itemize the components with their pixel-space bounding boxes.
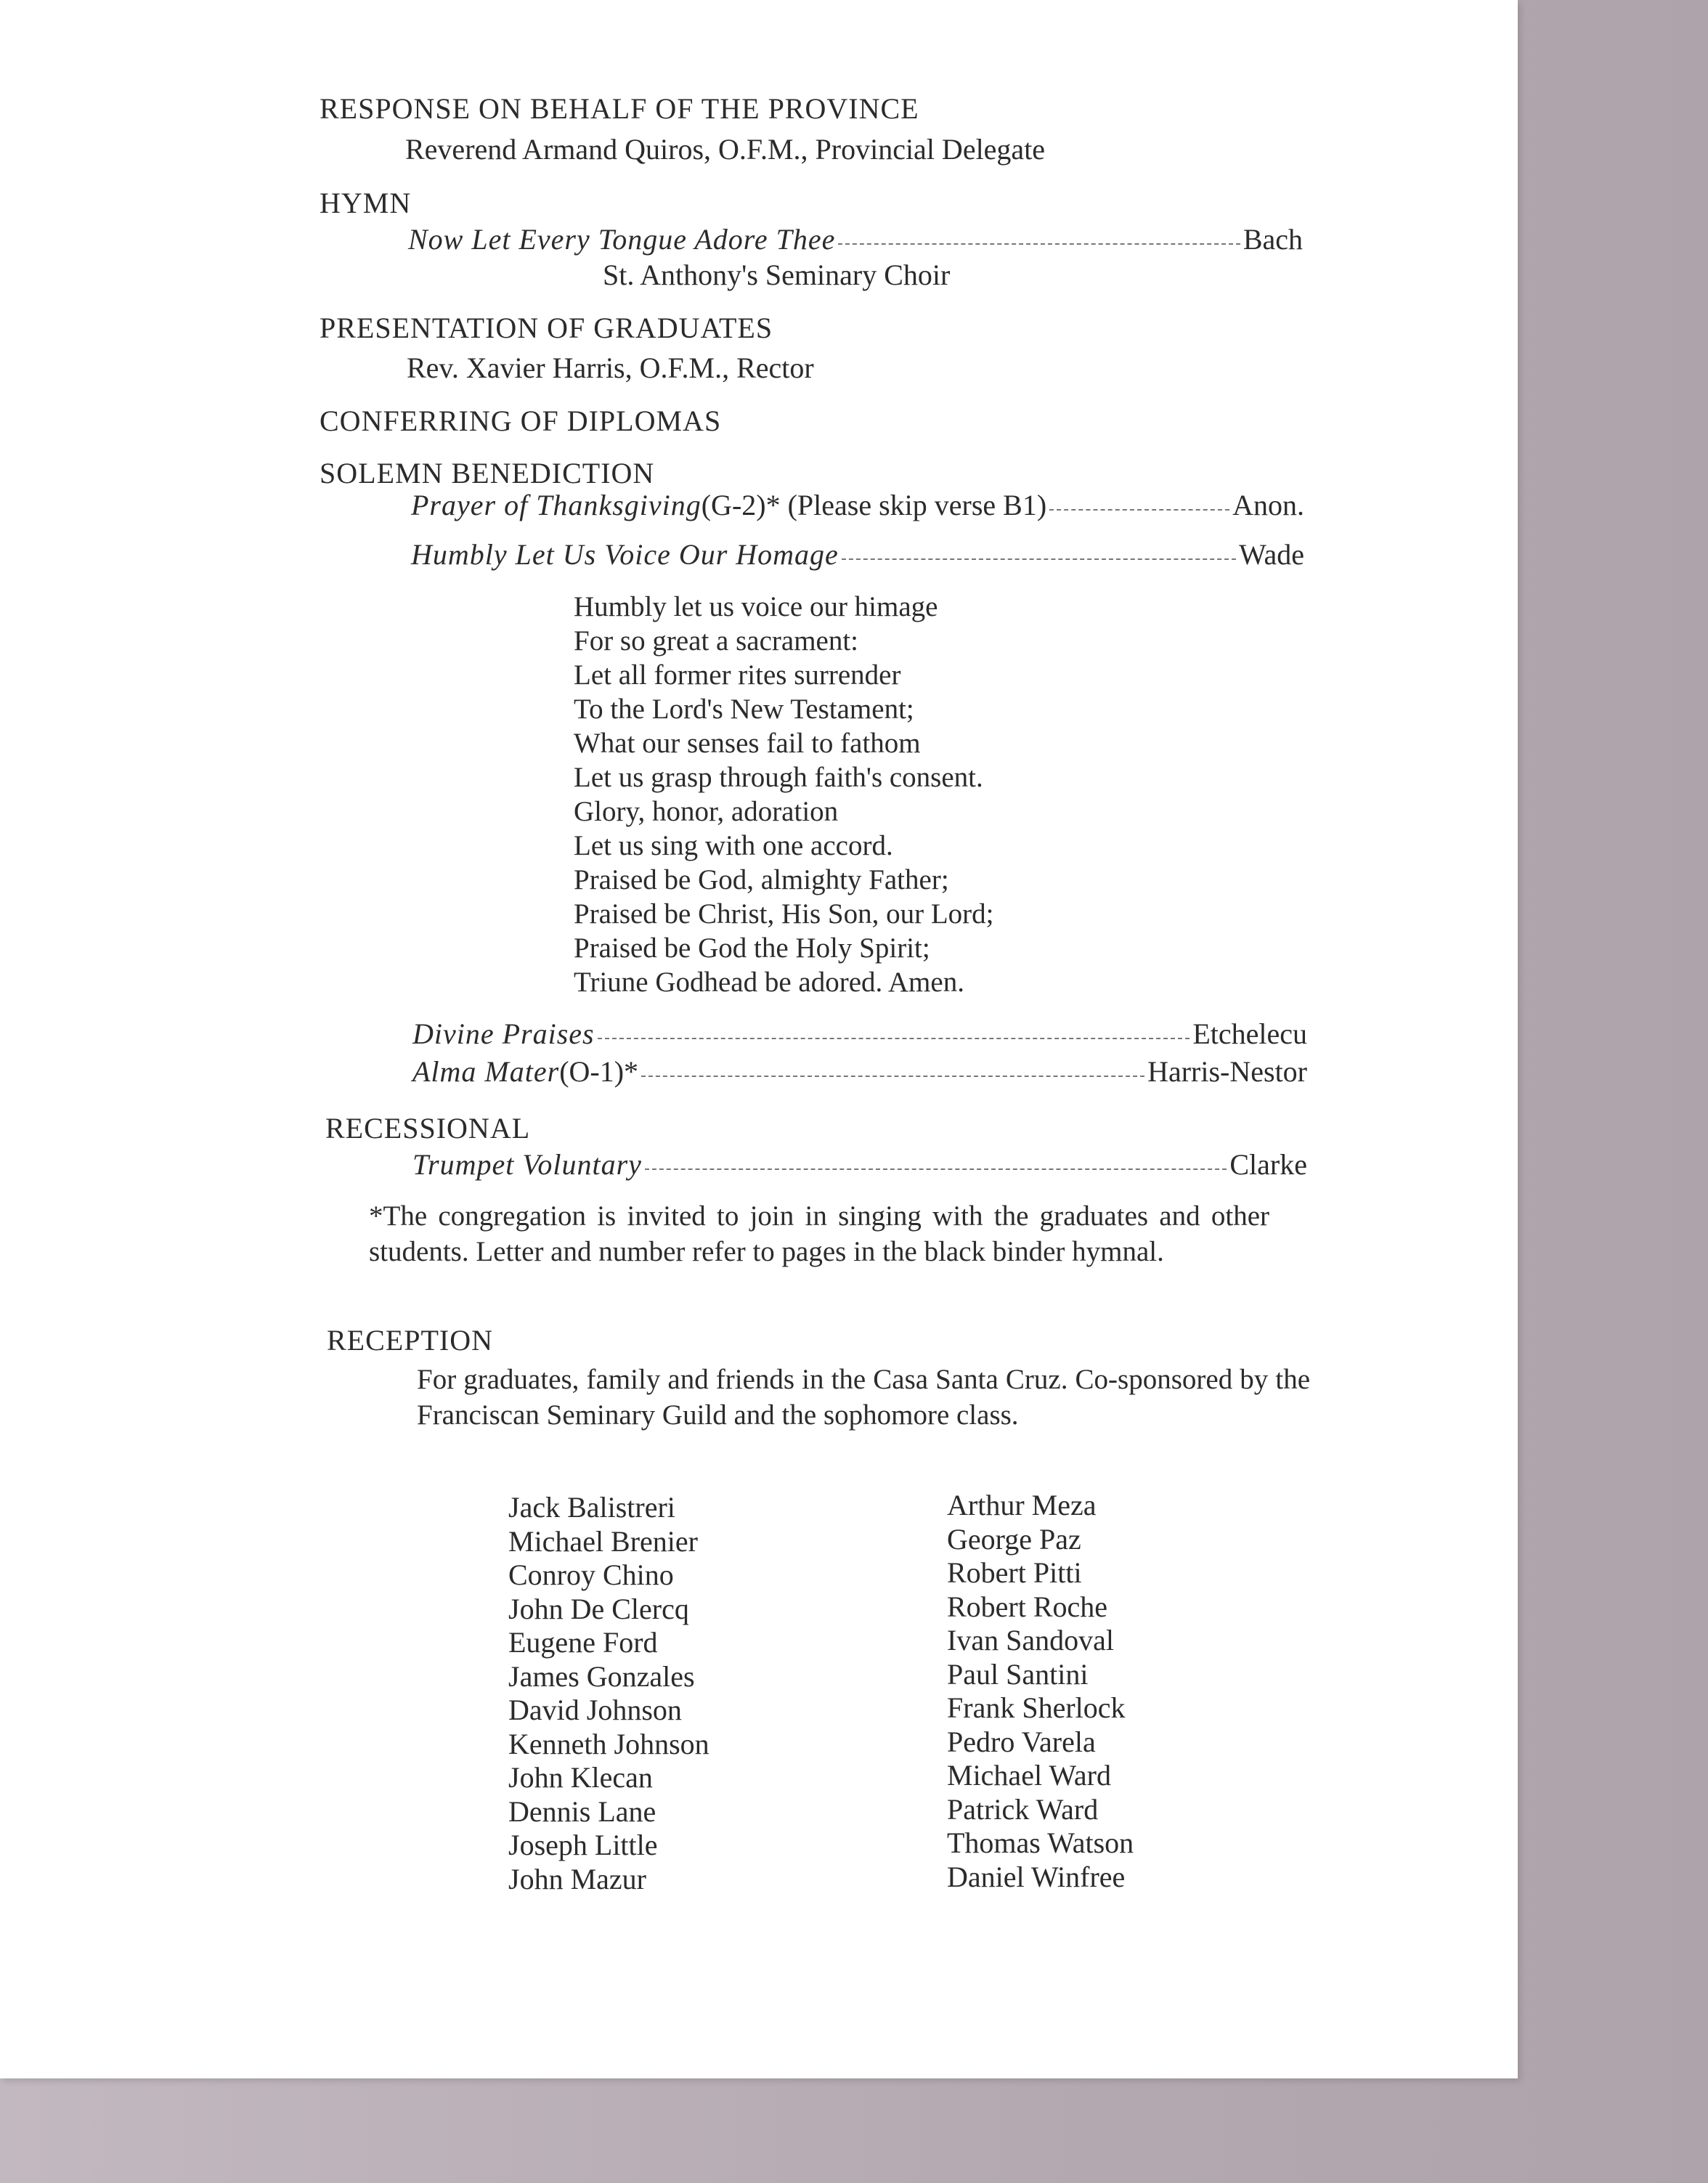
hymn-row xyxy=(408,222,1303,256)
reception-text: For graduates, family and friends in the Casa Santa Cruz. Co-sponsored by the Franciscan Seminary Guild and the sophomore class. xyxy=(417,1364,1310,1431)
congregation-footnote: *The congregation is invited to join in singing with the graduates and other students. Letter and number refer to pages in the black binder hymnal. xyxy=(369,1200,1269,1267)
presentation-line: Rev. Xavier Harris, O.F.M., Rector xyxy=(407,351,814,384)
reception-heading: RECEPTION xyxy=(327,1324,493,1357)
graduate-name: John Klecan xyxy=(508,1761,653,1794)
hymn-composer: Bach xyxy=(1243,223,1303,256)
graduate-name: Thomas Watson xyxy=(947,1826,1134,1859)
lyric-line: Glory, honor, adoration xyxy=(574,796,839,827)
hymn-performer: St. Anthony's Seminary Choir xyxy=(603,259,951,291)
graduate-name: Conroy Chino xyxy=(508,1558,674,1591)
graduate-name: Joseph Little xyxy=(508,1829,658,1861)
leader-dots xyxy=(645,1168,1227,1170)
divine-composer: Etchelecu xyxy=(1192,1017,1307,1050)
humbly-row xyxy=(411,537,1304,572)
graduate-name: Pedro Varela xyxy=(947,1725,1096,1758)
graduate-name: Kenneth Johnson xyxy=(508,1727,709,1760)
graduate-name: George Paz xyxy=(947,1522,1081,1556)
hymn-title: Now Let Every Tongue Adore Thee xyxy=(408,223,836,256)
graduate-name: Frank Sherlock xyxy=(947,1691,1126,1724)
recessional-heading: RECESSIONAL xyxy=(325,1112,531,1145)
recessional-title: Trumpet Voluntary xyxy=(412,1148,642,1181)
graduate-name: David Johnson xyxy=(508,1694,682,1726)
lyric-line: To the Lord's New Testament; xyxy=(574,694,914,725)
graduate-name: Daniel Winfree xyxy=(947,1860,1126,1893)
alma-row xyxy=(412,1054,1307,1089)
humbly-composer: Wade xyxy=(1238,538,1304,571)
response-heading: RESPONSE ON BEHALF OF THE PROVINCE xyxy=(320,92,919,125)
graduate-name: Dennis Lane xyxy=(508,1794,656,1828)
graduate-name: Michael Brenier xyxy=(508,1524,698,1558)
prayer-composer: Anon. xyxy=(1232,489,1304,521)
recessional-row xyxy=(412,1147,1307,1182)
graduate-name: Robert Roche xyxy=(947,1590,1108,1623)
benediction-heading: SOLEMN BENEDICTION xyxy=(320,457,655,489)
lyric-line: Let us grasp through faith's consent. xyxy=(574,762,983,793)
prayer-row xyxy=(411,488,1304,522)
leader-dots xyxy=(598,1038,1190,1039)
response-line: Reverend Armand Quiros, O.F.M., Provincial Delegate xyxy=(405,133,1046,166)
lyric-line: Praised be Christ, His Son, our Lord; xyxy=(574,898,994,930)
graduate-name: Eugene Ford xyxy=(508,1626,658,1659)
recessional-composer: Clarke xyxy=(1229,1148,1307,1181)
lyric-line: Praised be God the Holy Spirit; xyxy=(574,932,930,964)
lyric-line: For so great a sacrament: xyxy=(574,625,859,656)
alma-composer: Harris-Nestor xyxy=(1147,1055,1307,1088)
alma-note: (O-1)* xyxy=(559,1055,639,1088)
lyric-line: Humbly let us voice our himage xyxy=(574,591,938,622)
graduate-name: Ivan Sandoval xyxy=(947,1624,1114,1656)
lyric-line: Triune Godhead be adored. Amen. xyxy=(574,967,964,998)
graduate-name: James Gonzales xyxy=(508,1659,695,1693)
graduate-name: Paul Santini xyxy=(947,1657,1089,1691)
lyric-line: Let us sing with one accord. xyxy=(574,830,893,861)
hymn-heading: HYMN xyxy=(320,187,412,219)
prayer-title: Prayer of Thanksgiving xyxy=(411,489,702,521)
divine-row xyxy=(412,1017,1307,1051)
graduate-name: Arthur Meza xyxy=(947,1489,1097,1521)
conferring-heading: CONFERRING OF DIPLOMAS xyxy=(320,405,722,437)
presentation-heading: PRESENTATION OF GRADUATES xyxy=(320,312,773,344)
humbly-title: Humbly Let Us Voice Our Homage xyxy=(411,538,839,571)
alma-title: Alma Mater xyxy=(412,1055,560,1088)
graduate-name: Michael Ward xyxy=(947,1759,1111,1792)
hymn-lyrics xyxy=(574,590,993,999)
leader-dots xyxy=(1049,509,1229,511)
prayer-note: (G-2)* (Please skip verse B1) xyxy=(701,489,1047,521)
graduate-name: Robert Pitti xyxy=(947,1556,1082,1589)
lyric-line: Praised be God, almighty Father; xyxy=(574,864,949,895)
graduate-name: John De Clercq xyxy=(508,1592,689,1625)
graduates-list-right xyxy=(947,1489,1134,1894)
graduate-name: Patrick Ward xyxy=(947,1792,1099,1826)
graduates-list-left xyxy=(508,1491,709,1896)
graduate-name: John Mazur xyxy=(508,1862,646,1895)
leader-dots xyxy=(838,243,1240,245)
leader-dots xyxy=(842,558,1236,560)
divine-title: Divine Praises xyxy=(412,1017,595,1050)
lyric-line: Let all former rites surrender xyxy=(574,659,901,691)
leader-dots xyxy=(641,1076,1144,1077)
graduate-name: Jack Balistreri xyxy=(508,1491,675,1524)
lyric-line: What our senses fail to fathom xyxy=(574,728,921,759)
